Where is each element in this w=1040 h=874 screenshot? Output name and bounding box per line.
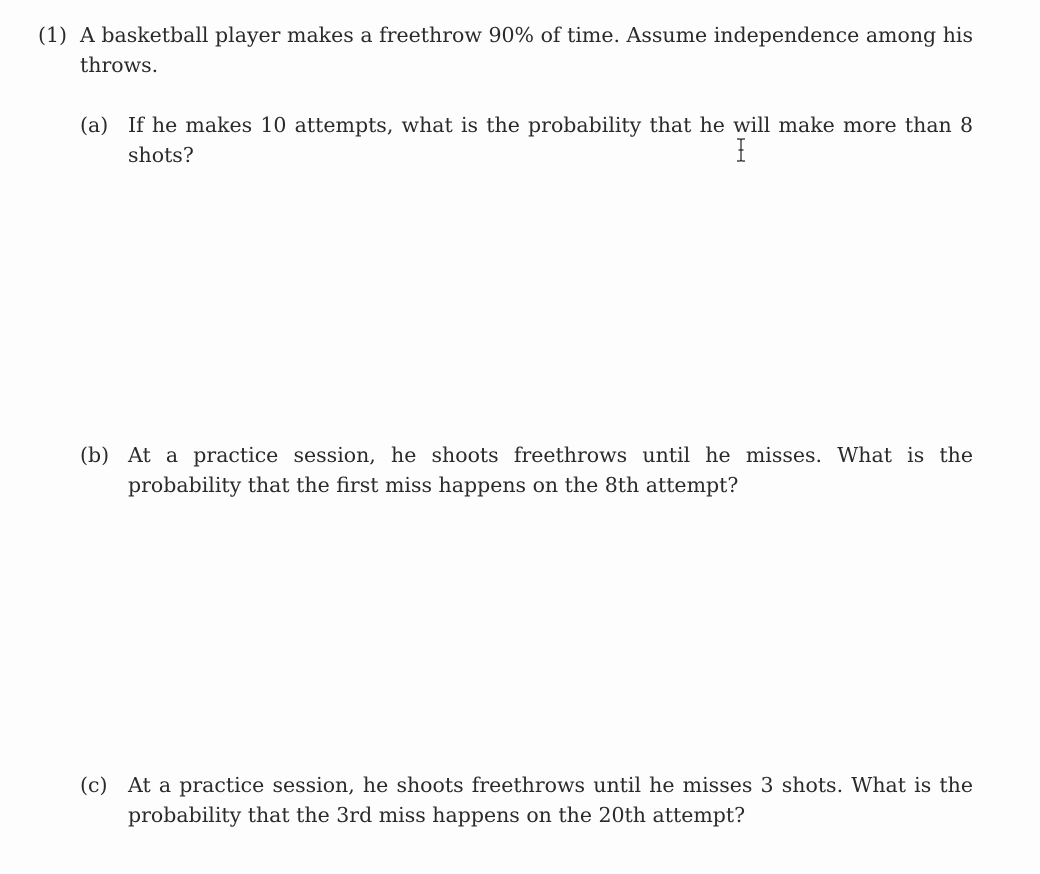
part-a-question: If he makes 10 attempts, what is the probability that he will make more than 8 shots? (128, 113, 973, 167)
part-c-label: (c) (80, 773, 108, 797)
part-a (80, 110, 973, 170)
problem-number: (1) (38, 23, 68, 47)
part-b-question: At a practice session, he shoots freethrows until he misses. What is the probability that the first miss happens on the 8th attempt? (128, 443, 973, 497)
part-a-label: (a) (80, 113, 109, 137)
part-b-label: (b) (80, 443, 110, 467)
problem-1 (38, 20, 973, 80)
part-c (80, 770, 973, 830)
text-cursor-icon (736, 138, 746, 162)
problem-statement: A basketball player makes a freethrow 90% of time. Assume independence among his throws. (80, 23, 973, 77)
part-b (80, 440, 973, 500)
part-c-question: At a practice session, he shoots freethrows until he misses 3 shots. What is the probability that the 3rd miss happens on the 20th attempt? (128, 773, 973, 827)
